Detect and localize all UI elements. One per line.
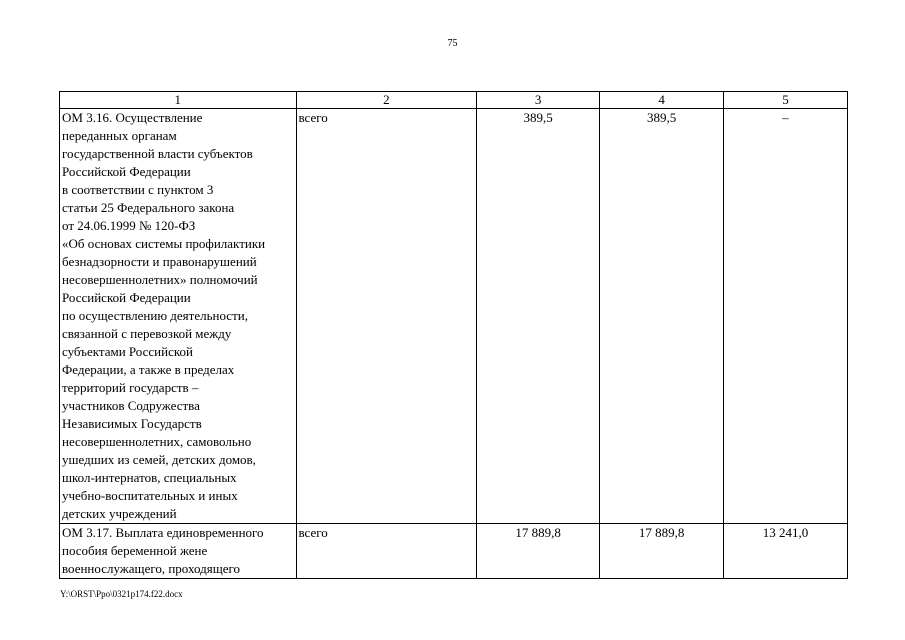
table-row-om-3-17 bbox=[60, 524, 848, 579]
page-number: 75 bbox=[447, 38, 458, 49]
row-value-col5: – bbox=[724, 109, 848, 524]
row-name-line: пособия беременной жене bbox=[62, 543, 208, 558]
header-cell-5: 5 bbox=[724, 92, 848, 109]
row-name-line: школ-интернатов, специальных bbox=[62, 470, 237, 485]
table-row-om-3-16 bbox=[60, 109, 848, 524]
row-name-line: ОМ 3.16. Осуществление bbox=[62, 110, 203, 125]
row-name-line: Российской Федерации bbox=[62, 164, 191, 179]
row-name-line: связанной с перевозкой между bbox=[62, 326, 232, 341]
row-name-line: статьи 25 Федерального закона bbox=[62, 200, 235, 215]
row-name-cell bbox=[60, 109, 297, 524]
row-name-line: «Об основах системы профилактики bbox=[62, 236, 266, 251]
row-name-line: ОМ 3.17. Выплата единовременного bbox=[62, 525, 264, 540]
row-name-line: военнослужащего, проходящего bbox=[62, 561, 240, 576]
row-name-line: от 24.06.1999 № 120-ФЗ bbox=[62, 218, 196, 233]
row-name-line: Независимых Государств bbox=[62, 416, 202, 431]
row-name-line: детских учреждений bbox=[62, 506, 177, 521]
row-name-line: несовершеннолетних, самовольно bbox=[62, 434, 252, 449]
table-header-row bbox=[60, 92, 848, 109]
row-value-col3: 389,5 bbox=[477, 109, 600, 524]
budget-table bbox=[59, 91, 848, 579]
row-name-line: по осуществлению деятельности, bbox=[62, 308, 248, 323]
row-name-line: государственной власти субъектов bbox=[62, 146, 253, 161]
row-name-line: безнадзорности и правонарушений bbox=[62, 254, 257, 269]
row-name-line: ушедших из семей, детских домов, bbox=[62, 452, 256, 467]
footer-file-path: Y:\ORST\Ppo\0321p174.f22.docx bbox=[60, 589, 183, 599]
header-cell-4: 4 bbox=[600, 92, 724, 109]
row-name-line: в соответствии с пунктом 3 bbox=[62, 182, 214, 197]
row-name-line: участников Содружества bbox=[62, 398, 200, 413]
row-name-line: территорий государств – bbox=[62, 380, 199, 395]
row-name-line: учебно-воспитательных и иных bbox=[62, 488, 238, 503]
row-name-line: Российской Федерации bbox=[62, 290, 191, 305]
header-cell-3: 3 bbox=[477, 92, 600, 109]
row-name-line: несовершеннолетних» полномочий bbox=[62, 272, 258, 287]
row-name-line: Федерации, а также в пределах bbox=[62, 362, 235, 377]
row-value-col4: 389,5 bbox=[600, 109, 724, 524]
row-value-col5: 13 241,0 bbox=[724, 524, 848, 579]
row-value-col3: 17 889,8 bbox=[477, 524, 600, 579]
row-source-cell: всего bbox=[296, 524, 477, 579]
header-cell-2: 2 bbox=[296, 92, 477, 109]
row-source-cell: всего bbox=[296, 109, 477, 524]
row-value-col4: 17 889,8 bbox=[600, 524, 724, 579]
header-cell-1: 1 bbox=[60, 92, 297, 109]
row-name-line: субъектами Российской bbox=[62, 344, 193, 359]
row-name-cell bbox=[60, 524, 297, 579]
row-name-line: переданных органам bbox=[62, 128, 177, 143]
